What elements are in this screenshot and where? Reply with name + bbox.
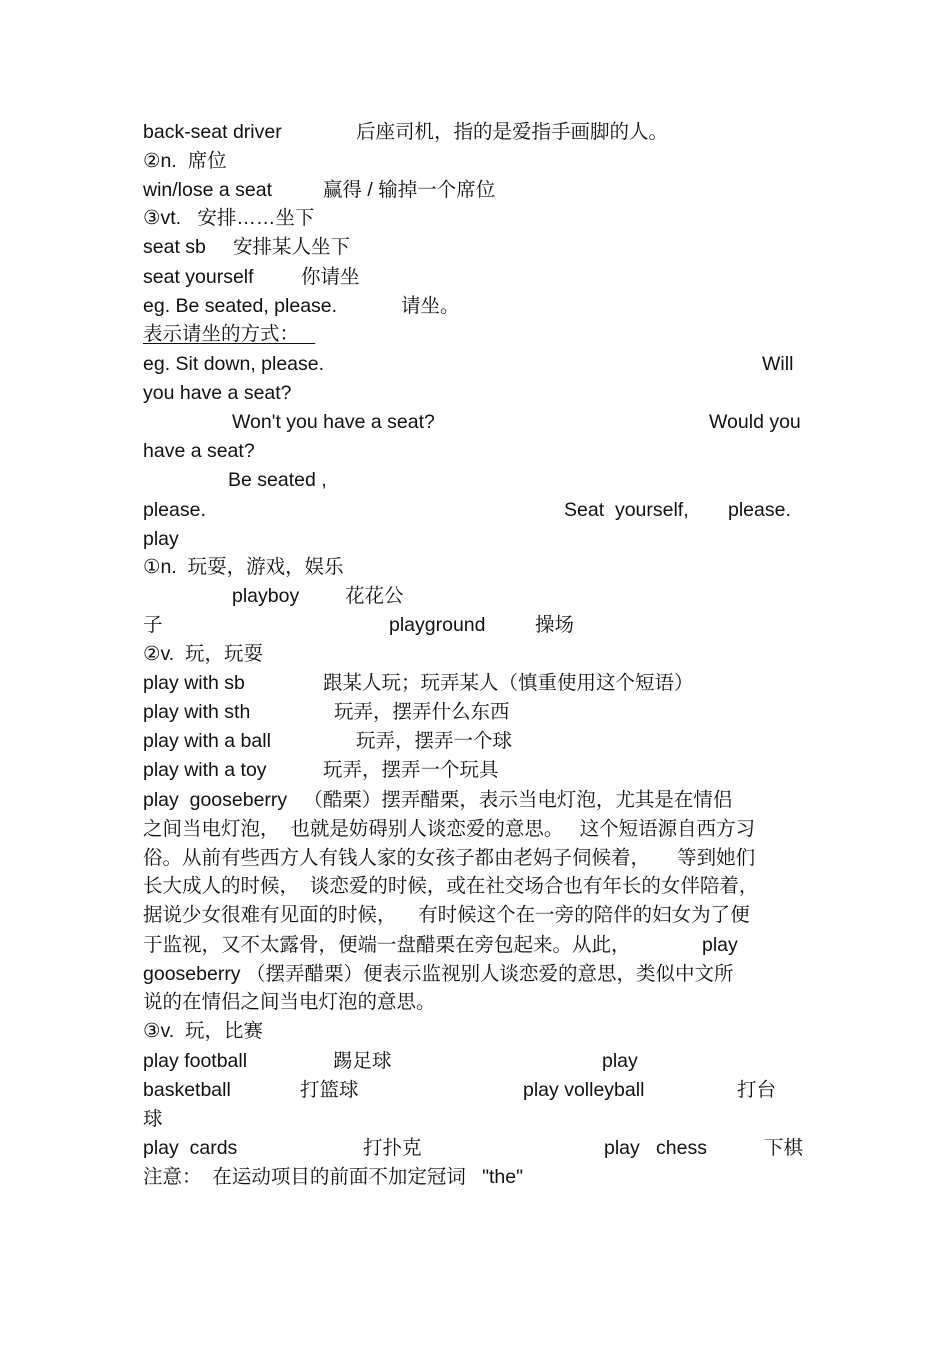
text-line: 玩弄，摆弄一个玩具 [323,759,499,781]
text-line: play with sb [143,672,245,694]
text-line: you have a seat? [143,382,292,404]
text-line: 跟某人玩；玩弄某人（慎重使用这个短语） [323,672,694,694]
text-line: 打台 [737,1079,777,1101]
text-line: have a seat? [143,440,255,462]
text-line: 于监视，又不太露骨，便端一盘醋栗在旁包起来。从此， [143,934,631,956]
text-line: basketball [143,1079,231,1101]
text-line: ②n. 席位 [143,150,227,172]
text-line: seat sb [143,236,206,258]
text-line: 请坐。 [401,295,460,317]
section-heading: 表示请坐的方式： [143,323,316,345]
text-line: ①n. 玩耍，游戏，娱乐 [143,556,344,578]
text-line: play with sth [143,701,251,723]
text-line: play [602,1050,638,1072]
text-line: ②v. 玩，玩耍 [143,643,264,665]
text-line: 打扑克 [363,1137,422,1159]
text-line: Would you [709,411,801,433]
text-line: 花花公 [345,585,404,607]
text-line: Seat yourself, [564,499,689,521]
text-line: 打篮球 [300,1079,359,1101]
text-line: please. [143,499,206,521]
text-line: gooseberry （摆弄醋栗）便表示监视别人谈恋爱的意思，类似中文所 [143,963,734,985]
text-line: 下棋 [764,1137,804,1159]
text-line: win/lose a seat [143,179,272,201]
text-line: play chess [604,1137,707,1159]
text-line: play gooseberry （酷栗）摆弄醋栗，表示当电灯泡，尤其是在情侣 [143,789,733,811]
text-line: 玩弄，摆弄一个球 [356,730,513,752]
text-line: 之间当电灯泡， 也就是妨碍别人谈恋爱的意思。 这个短语源自西方习 [143,818,756,840]
text-line: play cards [143,1137,238,1159]
text-line: 安排某人坐下 [233,236,351,258]
text-line: play football [143,1050,248,1072]
text-line: 说的在情侣之间当电灯泡的意思。 [143,991,436,1013]
text-line: play with a toy [143,759,267,781]
text-line: play [702,934,738,956]
text-line: playground [389,614,486,636]
text-line: 踢足球 [333,1050,392,1072]
text-line: back-seat driver [143,121,282,143]
text-line: playboy [232,585,300,607]
note-line: 注意： 在运动项目的前面不加定冠词 "the" [143,1166,524,1188]
text-line: eg. Be seated, please. [143,295,338,317]
text-line: 玩弄，摆弄什么东西 [334,701,510,723]
text-line: ③vt. 安排……坐下 [143,207,315,229]
text-line: 长大成人的时候， 谈恋爱的时候，或在社交场合也有年长的女伴陪着， [143,875,759,897]
text-line: 球 [143,1108,163,1130]
text-line: Be seated , [228,469,327,491]
text-line: 你请坐 [301,266,360,288]
text-line: 操场 [535,614,575,636]
text-line: seat yourself [143,266,254,288]
text-line: Will [762,353,794,375]
text-line: 子 [143,614,163,636]
text-line: please. [728,499,791,521]
text-line: 据说少女很难有见面的时候， 有时候这个在一旁的陪伴的妇女为了便 [143,904,750,926]
text-line: ③v. 玩，比赛 [143,1020,264,1042]
text-line: 俗。从前有些西方人有钱人家的女孩子都由老妈子伺候着， 等到她们 [143,847,756,869]
text-line: play with a ball [143,730,271,752]
text-line: 后座司机，指的是爱指手画脚的人。 [356,121,669,143]
text-line: eg. Sit down, please. [143,353,325,375]
text-line: Won't you have a seat? [232,411,435,433]
text-line: play volleyball [523,1079,645,1101]
text-line: play [143,528,179,550]
text-line: 赢得 / 输掉一个席位 [323,179,496,201]
